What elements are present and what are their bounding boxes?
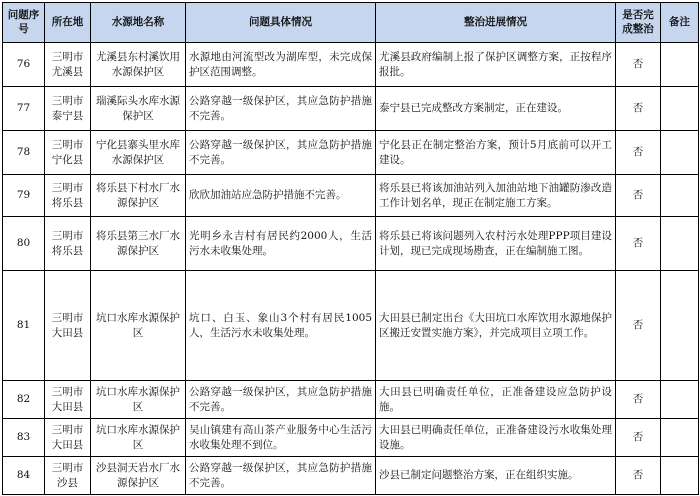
cell-problem: 公路穿越一级保护区，其应急防护措施不完善。 [186,381,376,419]
cell-progress: 大田县已制定出台《大田坑口水库饮用水源地保护区搬迁安置实施方案》，并完成项目立项工作。 [376,271,616,381]
header-source: 水源地名称 [91,3,186,43]
cell-done: 否 [616,87,661,131]
cell-note [661,419,699,457]
cell-id: 78 [3,131,45,175]
header-note: 备注 [661,3,699,43]
cell-location: 三明市将乐县 [45,217,91,271]
table-row [3,87,699,131]
cell-id: 82 [3,381,45,419]
cell-problem: 公路穿越一级保护区，其应急防护措施不完善。 [186,87,376,131]
table-row [3,457,699,495]
table-row [3,43,699,87]
cell-source: 坑口水库水源保护区 [91,419,186,457]
table-row [3,217,699,271]
cell-note [661,381,699,419]
cell-location: 三明市大田县 [45,419,91,457]
cell-problem: 吴山镇建有高山茶产业服务中心生活污水收集处理不到位。 [186,419,376,457]
cell-note [661,175,699,217]
cell-id: 76 [3,43,45,87]
cell-progress: 宁化县正在制定整治方案，预计5月底前可以开工建设。 [376,131,616,175]
cell-note [661,271,699,381]
cell-source: 瑞溪际头水库水源保护区 [91,87,186,131]
cell-source: 宁化县寨头里水库水源保护区 [91,131,186,175]
cell-id: 84 [3,457,45,495]
header-location: 所在地 [45,3,91,43]
header-id: 问题序号 [3,3,45,43]
cell-progress: 大田县已明确责任单位，正准备建设应急防护设施。 [376,381,616,419]
cell-location: 三明市泰宁县 [45,87,91,131]
cell-progress: 沙县已制定问题整治方案，正在组织实施。 [376,457,616,495]
table-row [3,131,699,175]
table-row [3,419,699,457]
table-row [3,271,699,381]
cell-location: 三明市宁化县 [45,131,91,175]
cell-progress: 将乐县已将该问题列入农村污水处理PPP项目建设计划，现已完成现场勘查，正在编制施工图。 [376,217,616,271]
cell-note [661,131,699,175]
cell-progress: 尤溪县政府编制上报了保护区调整方案，正按程序报批。 [376,43,616,87]
cell-progress: 大田县已明确责任单位，正准备建设污水收集处理设施。 [376,419,616,457]
cell-progress: 将乐县已将该加油站列入加油站地下油罐防渗改造工作计划名单，现正在制定施工方案。 [376,175,616,217]
header-row [3,3,699,43]
cell-problem: 光明乡永吉村有居民约2000人，生活污水未收集处理。 [186,217,376,271]
cell-done: 否 [616,217,661,271]
header-problem: 问题具体情况 [186,3,376,43]
cell-note [661,87,699,131]
header-progress: 整治进展情况 [376,3,616,43]
cell-id: 81 [3,271,45,381]
cell-source: 将乐县第三水厂水源保护区 [91,217,186,271]
cell-id: 79 [3,175,45,217]
cell-location: 三明市大田县 [45,381,91,419]
issue-table [2,2,699,495]
table-row [3,381,699,419]
cell-source: 将乐县下村水厂水源保护区 [91,175,186,217]
cell-problem: 公路穿越一级保护区，其应急防护措施不完善。 [186,457,376,495]
cell-done: 否 [616,419,661,457]
cell-location: 三明市大田县 [45,271,91,381]
cell-problem: 欣欣加油站应急防护措施不完善。 [186,175,376,217]
header-done: 是否完成整治 [616,3,661,43]
cell-id: 83 [3,419,45,457]
cell-note [661,43,699,87]
cell-note [661,457,699,495]
cell-problem: 公路穿越一级保护区，其应急防护措施不完善。 [186,131,376,175]
cell-done: 否 [616,271,661,381]
cell-progress: 泰宁县已完成整改方案制定，正在建设。 [376,87,616,131]
cell-location: 三明市沙县 [45,457,91,495]
cell-done: 否 [616,131,661,175]
cell-source: 尤溪县东村溪饮用水源保护区 [91,43,186,87]
cell-source: 沙县洞天岩水厂水源保护区 [91,457,186,495]
cell-id: 80 [3,217,45,271]
cell-problem: 水源地由河流型改为湖库型，未完成保护区范围调整。 [186,43,376,87]
cell-done: 否 [616,175,661,217]
cell-note [661,217,699,271]
cell-done: 否 [616,43,661,87]
cell-location: 三明市尤溪县 [45,43,91,87]
table-row [3,175,699,217]
cell-source: 坑口水库水源保护区 [91,381,186,419]
cell-id: 77 [3,87,45,131]
cell-problem: 坑口、白玉、象山3个村有居民1005人，生活污水未收集处理。 [186,271,376,381]
cell-done: 否 [616,381,661,419]
cell-done: 否 [616,457,661,495]
cell-source: 坑口水库水源保护区 [91,271,186,381]
cell-location: 三明市将乐县 [45,175,91,217]
